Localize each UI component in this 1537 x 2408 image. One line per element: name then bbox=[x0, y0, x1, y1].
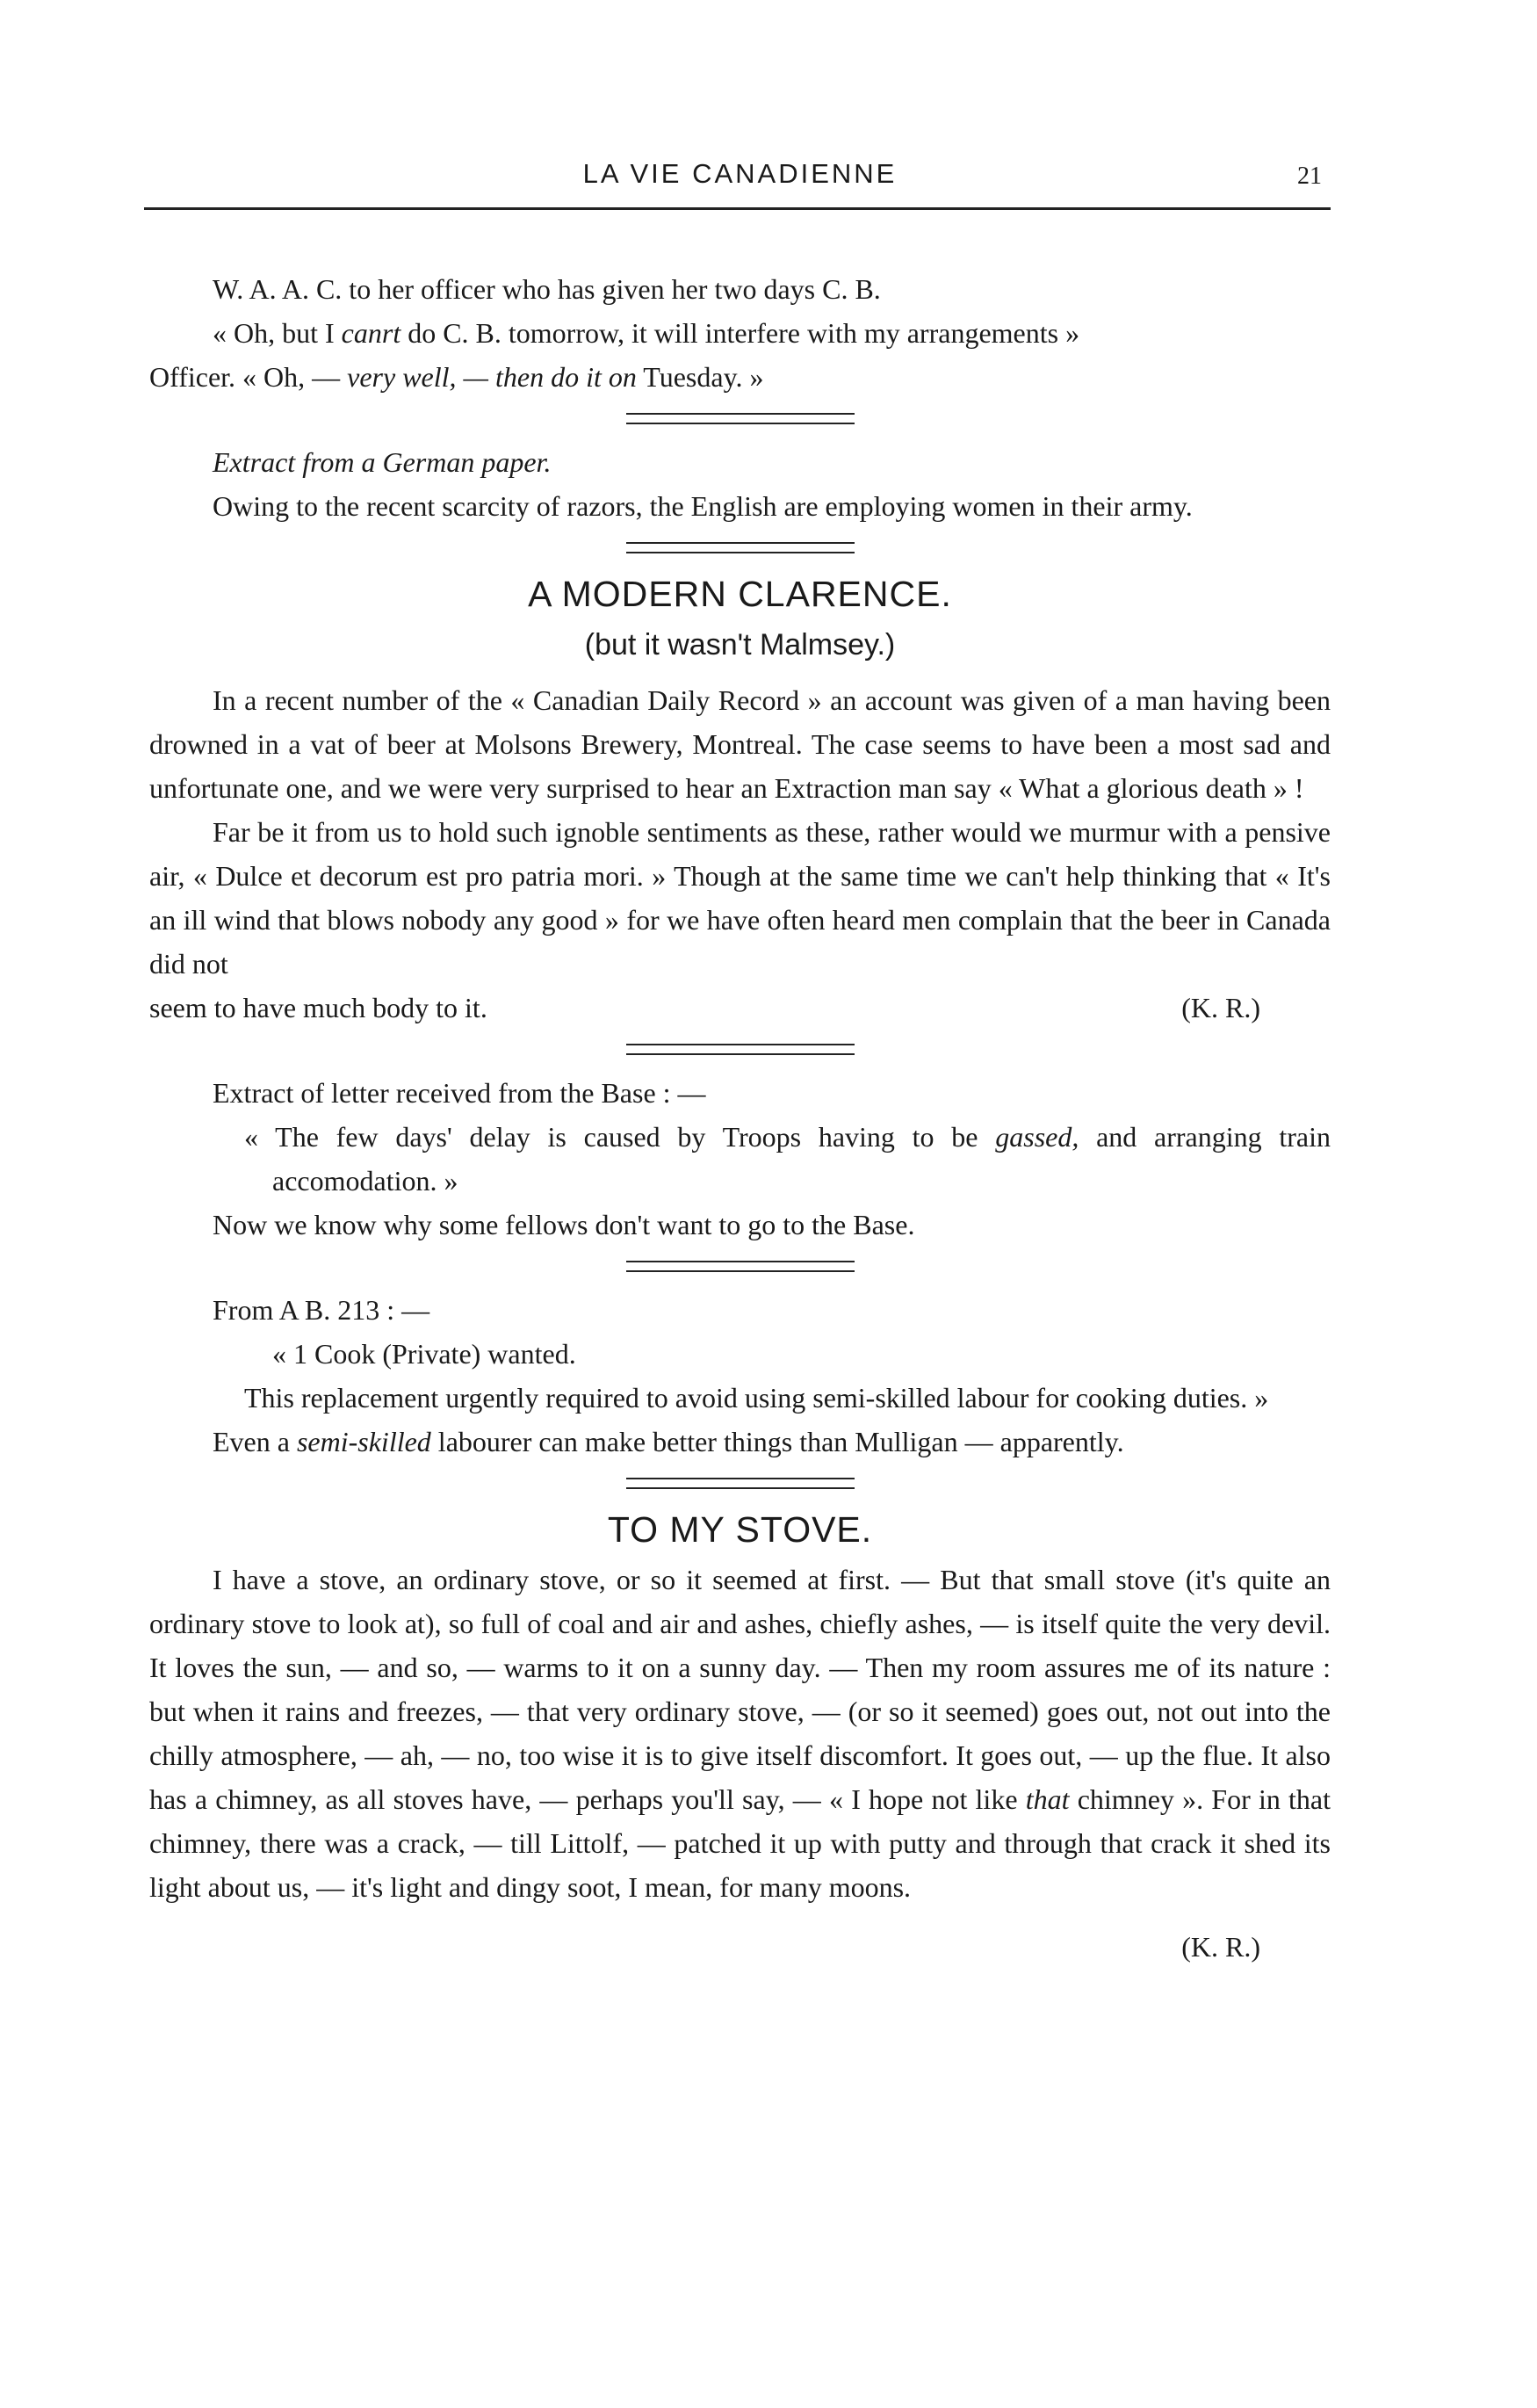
clarence-paragraph-2-end: seem to have much body to it. bbox=[149, 992, 487, 1023]
german-text: Owing to the recent scarcity of razors, the English are employing women in their army. bbox=[213, 490, 1193, 522]
separator-rule bbox=[626, 1044, 855, 1055]
waac-joke bbox=[149, 267, 1331, 399]
ab-line-4: Even a semi-skilled labourer can make better things than Mulligan — apparently. bbox=[213, 1426, 1124, 1457]
running-title: LA VIE CANADIENNE bbox=[582, 158, 898, 189]
clarence-signature: (K. R.) bbox=[1181, 992, 1260, 1023]
waac-line-3: Officer. « Oh, — very well, — then do it on Tuesday. » bbox=[149, 361, 764, 393]
running-header bbox=[149, 0, 1331, 211]
clarence-paragraph-1: In a recent number of the « Canadian Daily Record » an account was given of a man having been drowned in a vat of beer at Molsons Brewery, Montreal. The case seems to have been a most sad and unfortunate one, and we were very surprised to hear an Extraction man say « What a glorious death » ! bbox=[149, 684, 1331, 804]
separator-rule bbox=[626, 413, 855, 424]
header-rule bbox=[144, 207, 1331, 210]
stove-signature: (K. R.) bbox=[1181, 1931, 1260, 1963]
separator-rule bbox=[626, 1261, 855, 1272]
base-quote: « The few days' delay is caused by Troops having to be gassed, and arranging train accomodation. » bbox=[244, 1121, 1331, 1197]
separator-rule bbox=[626, 1478, 855, 1489]
clarence-last-line bbox=[149, 986, 1331, 1030]
ab-extract bbox=[149, 1288, 1331, 1464]
ab-quote-2: This replacement urgently required to avoid using semi-skilled labour for cooking duties. » bbox=[244, 1382, 1269, 1414]
clarence-heading: A MODERN CLARENCE. bbox=[528, 574, 952, 614]
ab-quote-1: « 1 Cook (Private) wanted. bbox=[272, 1338, 576, 1370]
german-title: Extract from a German paper. bbox=[213, 446, 552, 478]
base-line-1: Extract of letter received from the Base : — bbox=[213, 1077, 706, 1109]
stove-article bbox=[149, 1505, 1331, 1969]
ab-line-1: From A B. 213 : — bbox=[213, 1294, 430, 1326]
waac-line-2: « Oh, but I canrt do C. B. tomorrow, it will interfere with my arrangements » bbox=[213, 317, 1080, 349]
base-line-3: Now we know why some fellows don't want to go to the Base. bbox=[213, 1209, 915, 1240]
separator-rule bbox=[626, 542, 855, 553]
page bbox=[149, 0, 1331, 1969]
page-number: 21 bbox=[1297, 163, 1322, 190]
waac-line-1: W. A. A. C. to her officer who has given her two days C. B. bbox=[213, 273, 881, 305]
base-extract bbox=[149, 1071, 1331, 1247]
german-extract bbox=[149, 440, 1331, 528]
clarence-subheading: (but it wasn't Malmsey.) bbox=[584, 628, 896, 662]
clarence-article bbox=[149, 569, 1331, 1030]
stove-paragraph: I have a stove, an ordinary stove, or so it seemed at first. — But that small stove (it's quite an ordinary stove to look at), so full of coal and air and ashes, chiefly ashes, — is itself quite the very devil. It loves the sun, — and so, — warms to it on a sunny day. — Then my room assures me of its nature : but when it rains and freezes, — that very ordinary stove, — (or so it seemed) goes out, not out into the chilly atmosphere, — ah, — no, too wise it is to give itself discomfort. It goes out, — up the flue. It also has a chimney, as all stoves have, — perhaps you'll say, — « I hope not like that chimney ». For in that chimney, there was a crack, — till Littolf, — patched it up with putty and through that crack it shed its light about us, — it's light and dingy soot, I mean, for many moons. bbox=[149, 1564, 1331, 1903]
stove-heading: TO MY STOVE. bbox=[607, 1509, 873, 1550]
clarence-paragraph-2: Far be it from us to hold such ignoble sentiments as these, rather would we murmur with a pensive air, « Dulce et decorum est pro patria mori. » Though at the same time we can't help thinking that « It's an ill wind that blows nobody any good » for we have often heard men complain that the beer in Canada did not bbox=[149, 816, 1331, 980]
